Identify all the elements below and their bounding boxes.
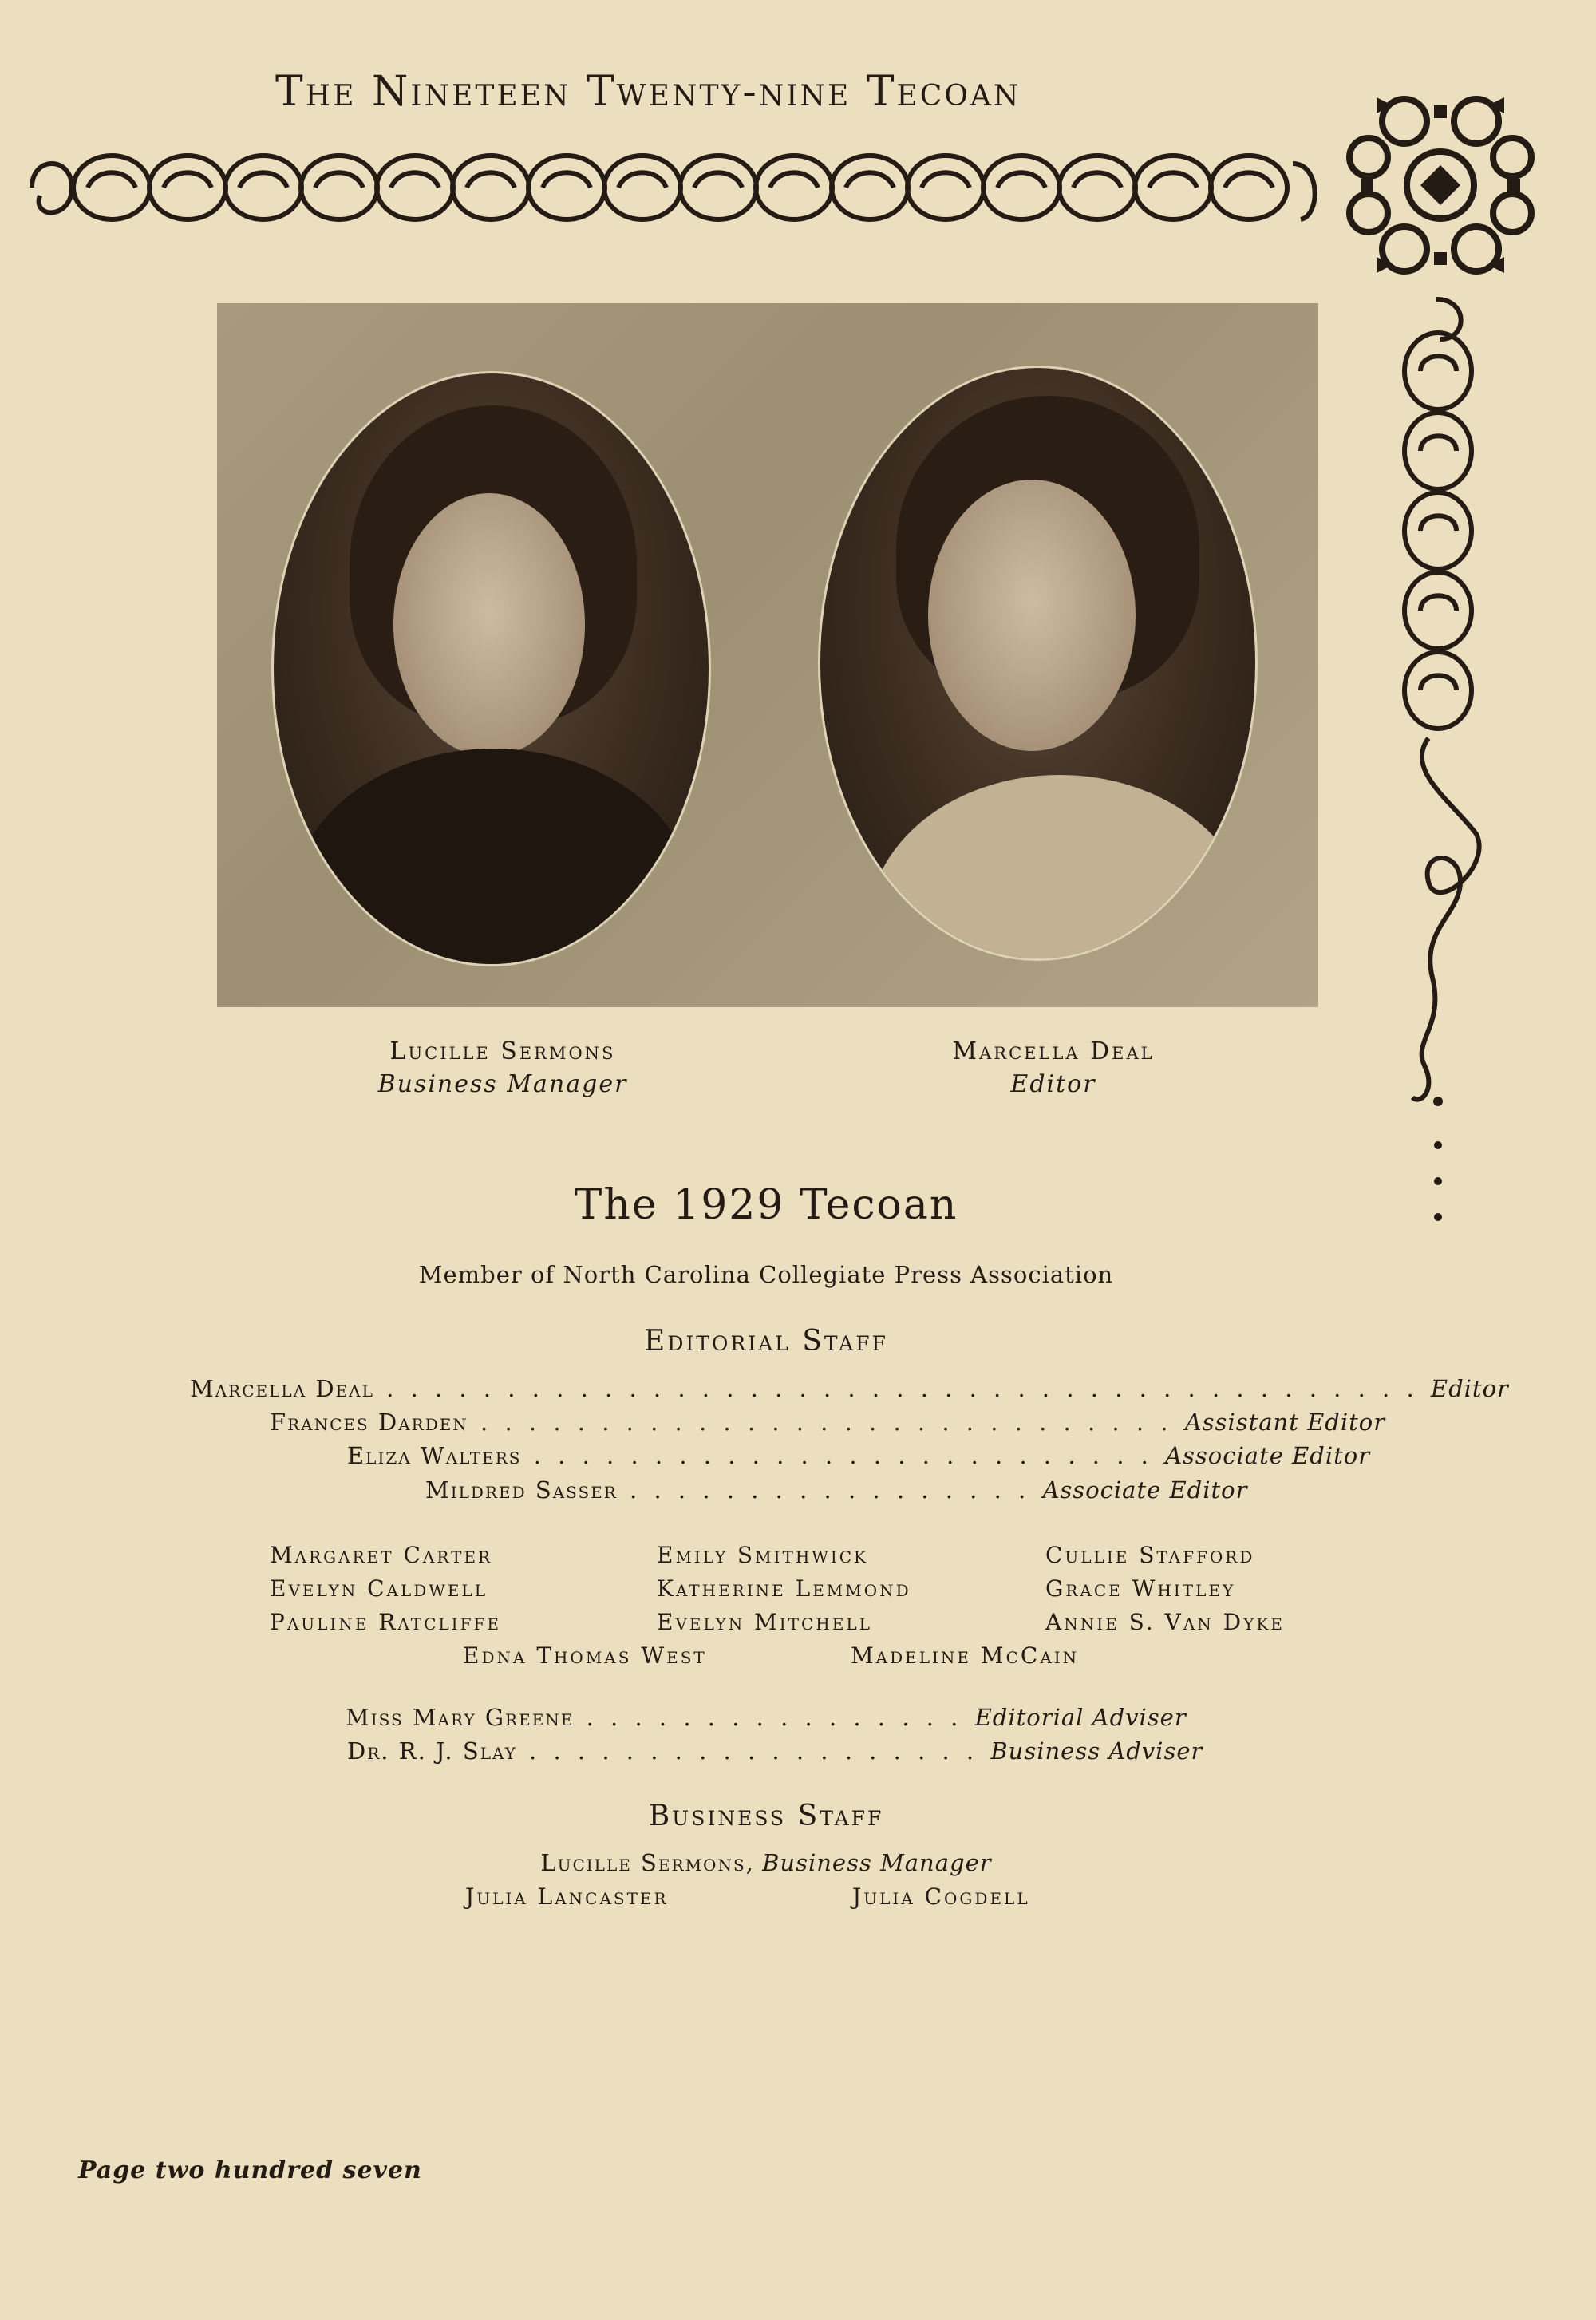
officer-role: Associate Editor	[1165, 1442, 1371, 1469]
officer-row: Marcella Deal . . . . . . . . . . . . . . . . . . . . . . . . . . . . . . . . . . . . . . . . . . . Editor	[190, 1375, 1509, 1402]
business-manager-row	[0, 1849, 1532, 1876]
side-scroll-ornament	[1389, 291, 1492, 1249]
caption-right-name: Marcella Deal	[952, 1037, 1155, 1065]
book-title: The 1929 Tecoan	[574, 1181, 958, 1229]
staff-member: Evelyn Caldwell	[270, 1575, 488, 1602]
caption-left-name: Lucille Sermons	[389, 1037, 616, 1065]
scroll-ornament-band	[24, 140, 1333, 235]
officer-name: Marcella Deal	[190, 1375, 374, 1402]
portrait-lucille-sermons	[271, 371, 711, 966]
caption-left-role: Business Manager	[377, 1070, 628, 1098]
business-staff-heading: Business Staff	[648, 1800, 884, 1832]
running-head: The Nineteen Twenty-nine Tecoan	[275, 68, 1021, 116]
adviser-role: Business Adviser	[990, 1737, 1203, 1765]
editorial-staff-heading: Editorial Staff	[644, 1325, 888, 1358]
adviser-role: Editorial Adviser	[974, 1704, 1187, 1731]
adviser-name: Miss Mary Greene	[346, 1704, 575, 1731]
staff-member: Pauline Ratcliffe	[270, 1609, 501, 1635]
officer-row: Mildred Sasser . . . . . . . . . . . . . . . . . Associate Editor	[425, 1476, 1248, 1504]
portrait-marcella-deal	[818, 366, 1258, 961]
business-manager-name: Lucille Sermons,	[540, 1849, 755, 1876]
corner-ornament	[1345, 89, 1536, 281]
staff-member: Annie S. Van Dyke	[1045, 1609, 1285, 1635]
staff-member: Grace Whitley	[1045, 1575, 1236, 1602]
officer-role: Associate Editor	[1042, 1476, 1248, 1504]
caption-right	[902, 1037, 1205, 1098]
portrait-photo-plate	[217, 303, 1318, 1007]
staff-member: Edna Thomas West	[463, 1642, 707, 1669]
staff-member: Katherine Lemmond	[657, 1575, 911, 1602]
adviser-row: Dr. R. J. Slay . . . . . . . . . . . . . . . . . . . Business Adviser	[347, 1737, 1203, 1765]
officer-row: Eliza Walters . . . . . . . . . . . . . . . . . . . . . . . . . . Associate Editor	[347, 1442, 1371, 1469]
business-staff-member: Julia Lancaster	[465, 1883, 669, 1910]
officer-role: Assistant Editor	[1184, 1409, 1386, 1436]
business-staff-member: Julia Cogdell	[852, 1883, 1030, 1910]
business-manager-role: Business Manager	[762, 1849, 992, 1876]
officer-name: Frances Darden	[270, 1409, 468, 1436]
page-number-footer: Page two hundred seven	[78, 2156, 422, 2184]
staff-member: Emily Smithwick	[657, 1542, 868, 1568]
caption-left	[351, 1037, 654, 1098]
adviser-name: Dr. R. J. Slay	[347, 1737, 517, 1765]
staff-member: Cullie Stafford	[1045, 1542, 1255, 1568]
officer-name: Mildred Sasser	[425, 1476, 618, 1504]
staff-member: Madeline McCain	[851, 1642, 1080, 1669]
officer-name: Eliza Walters	[347, 1442, 522, 1469]
officer-role: Editor	[1430, 1375, 1509, 1402]
officer-row: Frances Darden . . . . . . . . . . . . . . . . . . . . . . . . . . . . . Assistant Editor	[270, 1409, 1386, 1436]
staff-member: Evelyn Mitchell	[657, 1609, 872, 1635]
staff-member: Margaret Carter	[270, 1542, 493, 1568]
press-association-line: Member of North Carolina Collegiate Press Association	[418, 1261, 1114, 1288]
adviser-row: Miss Mary Greene . . . . . . . . . . . . . . . . Editorial Adviser	[346, 1704, 1187, 1731]
caption-right-role: Editor	[1010, 1070, 1096, 1098]
